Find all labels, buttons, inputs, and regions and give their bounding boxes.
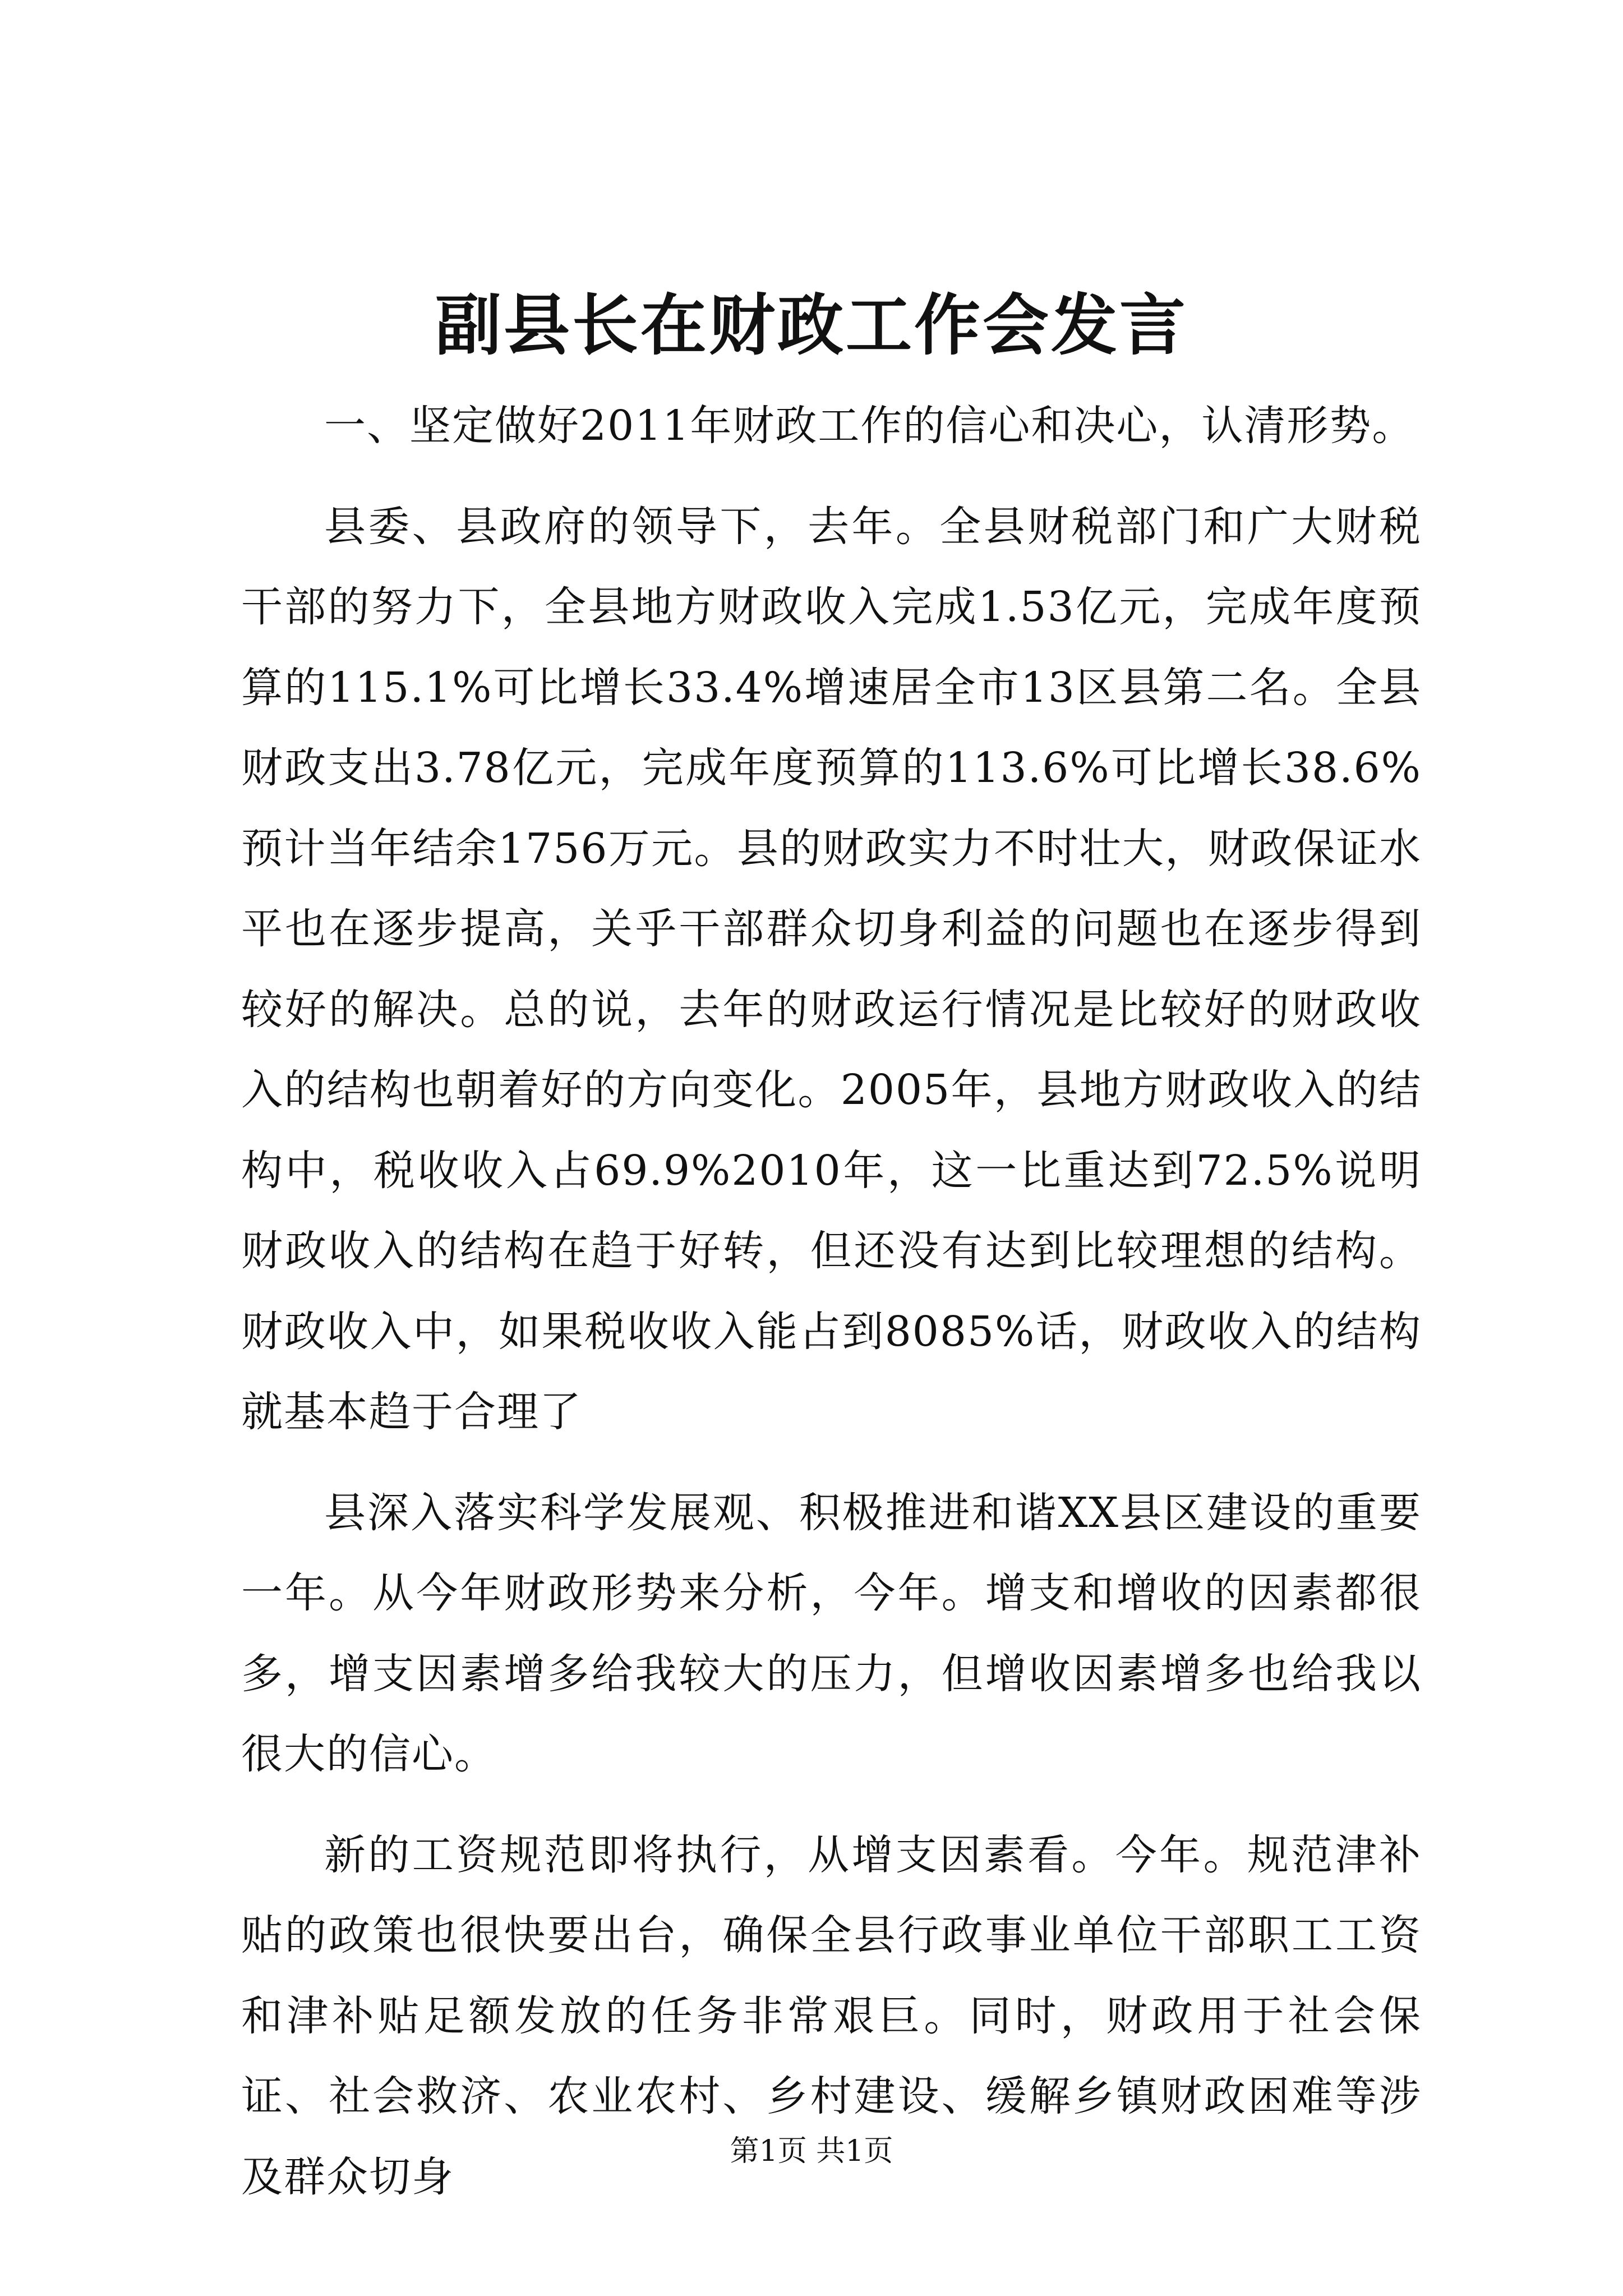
page-footer <box>0 2129 1623 2174</box>
paragraph-1: 一、坚定做好2011年财政工作的信心和决心，认清形势。 <box>324 402 1415 450</box>
page-number-label: 第1页 共1页 <box>730 2134 893 2168</box>
document-title: 副县长在财政工作会发言 <box>435 286 1188 364</box>
paragraph-3: 县深入落实科学发展观、积极推进和谐XX县区建设的重要一年。从今年财政形势来分析，今年。增支和增收的因素都很多，增支因素增多给我较大的压力，但增收因素增多也给我以很大的信心。 <box>241 1488 1422 1778</box>
document-body <box>241 386 1422 2238</box>
paragraph-4: 新的工资规范即将执行，从增支因素看。今年。规范津补贴的政策也很快要出台，确保全县行政事业单位干部职工工资和津补贴足额发放的任务非常艰巨。同时，财政用于社会保证、社会救济、农业农村、乡村建设、缓解乡镇财政困难等涉及群众切身 <box>241 1830 1422 2201</box>
paragraph-2: 县委、县政府的领导下，去年。全县财税部门和广大财税干部的努力下，全县地方财政收入完成1.53亿元，完成年度预算的115.1%可比增长33.4%增速居全市13区县第二名。全县财政支出3.78亿元，完成年度预算的113.6%可比增长38.6%预计当年结余1756万元。县的财政实力不时壮大，财政保证水平也在逐步提高，关乎干部群众切身利益的问题也在逐步得到较好的解决。总的说，去年的财政运行情况是比较好的财政收入的结构也朝着好的方向变化。2005年，县地方财政收入的结构中，税收收入占69.9%2010年，这一比重达到72.5%说明财政收入的结构在趋于好转，但还没有达到比较理想的结构。财政收入中，如果税收收入能占到8085%话，财政收入的结构就基本趋于合理了 <box>241 502 1422 1436</box>
